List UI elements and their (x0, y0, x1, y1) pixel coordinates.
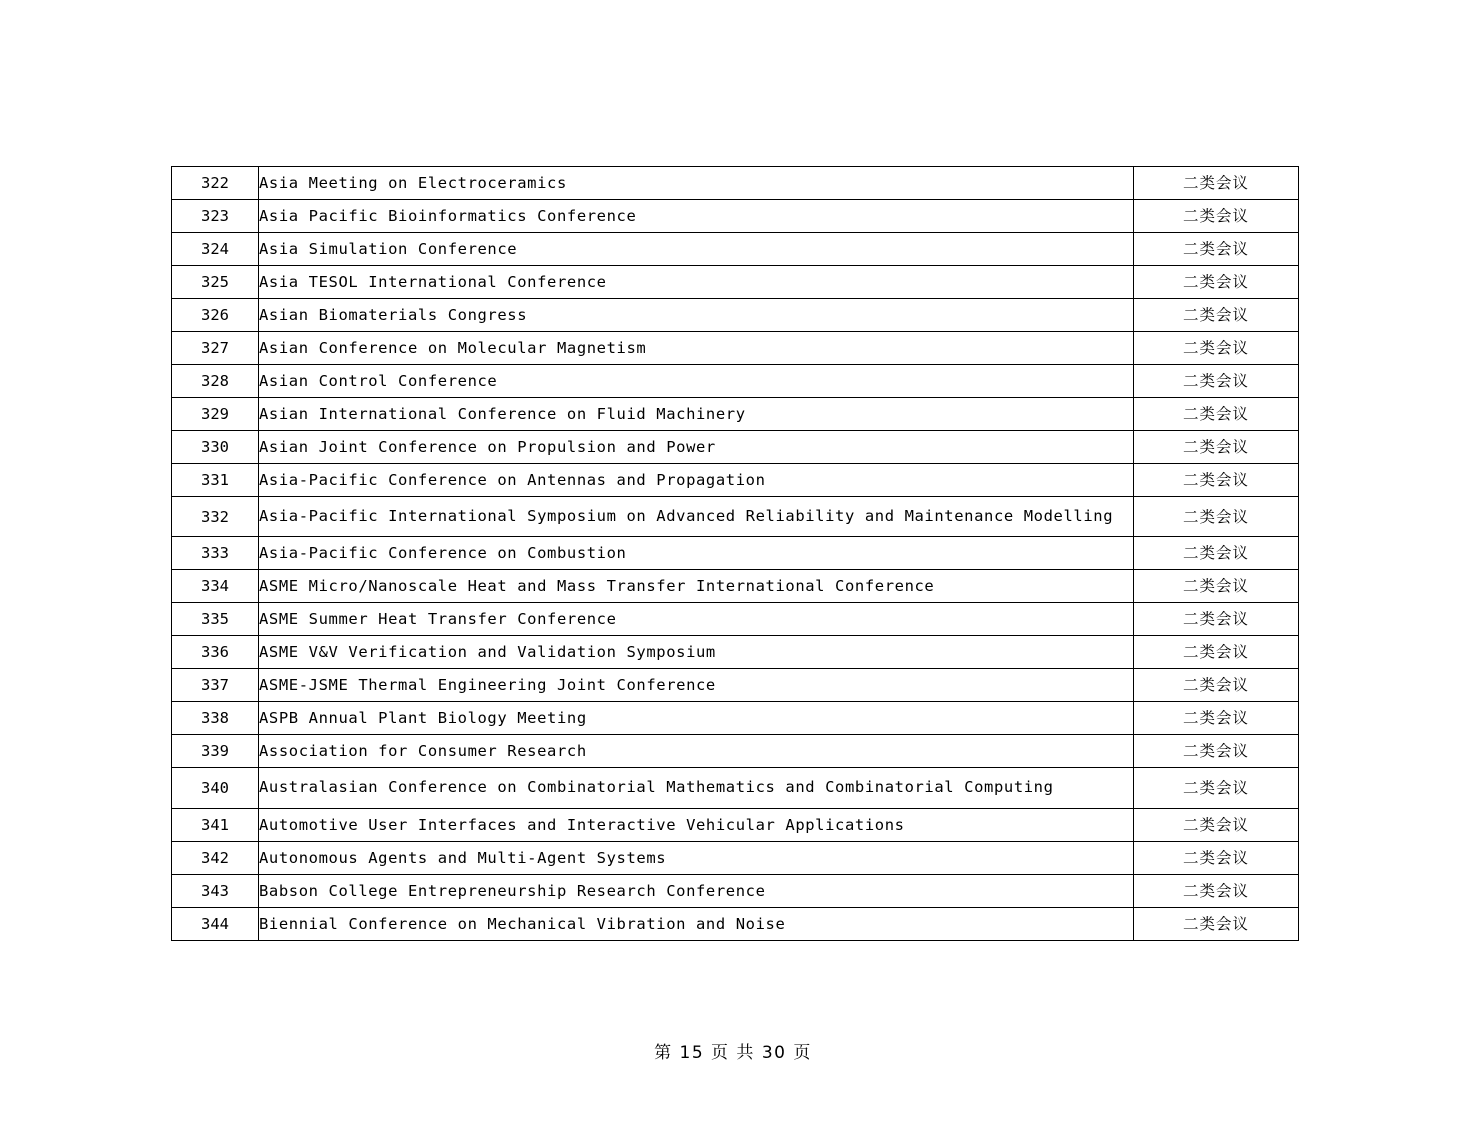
conference-name-cell: Asia Simulation Conference (259, 233, 1134, 266)
conference-name-cell: Automotive User Interfaces and Interactive Vehicular Applications (259, 808, 1134, 841)
row-number-cell: 342 (172, 841, 259, 874)
table-row (172, 299, 1299, 332)
row-number-cell: 329 (172, 398, 259, 431)
conference-name-cell: Asian Joint Conference on Propulsion and Power (259, 431, 1134, 464)
table-row (172, 874, 1299, 907)
row-number-cell: 344 (172, 907, 259, 940)
row-number-cell: 323 (172, 200, 259, 233)
conference-type-cell: 二类会议 (1134, 735, 1299, 768)
conference-name-cell: ASME-JSME Thermal Engineering Joint Conference (259, 669, 1134, 702)
page-footer: 第 15 页 共 30 页 (654, 1043, 812, 1063)
conference-type-cell: 二类会议 (1134, 768, 1299, 808)
row-number-cell: 335 (172, 603, 259, 636)
conference-name-cell: Asia Pacific Bioinformatics Conference (259, 200, 1134, 233)
conference-type-cell: 二类会议 (1134, 874, 1299, 907)
conference-table-body (172, 167, 1299, 941)
table-row (172, 167, 1299, 200)
conference-type-cell: 二类会议 (1134, 233, 1299, 266)
conference-name-cell: Asia TESOL International Conference (259, 266, 1134, 299)
table-row (172, 365, 1299, 398)
row-number-cell: 327 (172, 332, 259, 365)
conference-type-cell: 二类会议 (1134, 702, 1299, 735)
conference-name-cell: Asia Meeting on Electroceramics (259, 167, 1134, 200)
row-number-cell: 336 (172, 636, 259, 669)
conference-name-cell: Asia-Pacific Conference on Combustion (259, 537, 1134, 570)
row-number-cell: 326 (172, 299, 259, 332)
conference-name-cell: ASME Micro/Nanoscale Heat and Mass Transfer International Conference (259, 570, 1134, 603)
row-number-cell: 338 (172, 702, 259, 735)
conference-type-cell: 二类会议 (1134, 365, 1299, 398)
conference-type-cell: 二类会议 (1134, 398, 1299, 431)
table-row (172, 636, 1299, 669)
row-number-cell: 328 (172, 365, 259, 398)
row-number-cell: 341 (172, 808, 259, 841)
row-number-cell: 339 (172, 735, 259, 768)
table-row (172, 907, 1299, 940)
table-row (172, 603, 1299, 636)
row-number-cell: 334 (172, 570, 259, 603)
conference-name-cell: Association for Consumer Research (259, 735, 1134, 768)
table-row (172, 808, 1299, 841)
row-number-cell: 343 (172, 874, 259, 907)
table-row (172, 431, 1299, 464)
table-row (172, 332, 1299, 365)
conference-name-cell: ASME Summer Heat Transfer Conference (259, 603, 1134, 636)
table-row (172, 200, 1299, 233)
conference-type-cell: 二类会议 (1134, 537, 1299, 570)
conference-type-cell: 二类会议 (1134, 669, 1299, 702)
table-row (172, 497, 1299, 537)
conference-name-cell: Babson College Entrepreneurship Research Conference (259, 874, 1134, 907)
conference-name-cell: Asian Control Conference (259, 365, 1134, 398)
conference-type-cell: 二类会议 (1134, 570, 1299, 603)
table-row (172, 735, 1299, 768)
table-row (172, 570, 1299, 603)
conference-name-cell: Australasian Conference on Combinatorial Mathematics and Combinatorial Computing (259, 768, 1134, 808)
table-row (172, 266, 1299, 299)
row-number-cell: 324 (172, 233, 259, 266)
table-row (172, 537, 1299, 570)
conference-name-cell: Asian International Conference on Fluid Machinery (259, 398, 1134, 431)
table-row (172, 398, 1299, 431)
conference-type-cell: 二类会议 (1134, 907, 1299, 940)
conference-name-cell: Biennial Conference on Mechanical Vibration and Noise (259, 907, 1134, 940)
conference-type-cell: 二类会议 (1134, 332, 1299, 365)
conference-table-container (171, 166, 1297, 941)
table-row (172, 702, 1299, 735)
conference-name-cell: Asia-Pacific International Symposium on Advanced Reliability and Maintenance Modelling (259, 497, 1134, 537)
table-row (172, 464, 1299, 497)
row-number-cell: 332 (172, 497, 259, 537)
conference-type-cell: 二类会议 (1134, 200, 1299, 233)
table-row (172, 768, 1299, 808)
conference-name-cell: Asia-Pacific Conference on Antennas and Propagation (259, 464, 1134, 497)
conference-type-cell: 二类会议 (1134, 808, 1299, 841)
row-number-cell: 325 (172, 266, 259, 299)
conference-table (171, 166, 1299, 941)
table-row (172, 233, 1299, 266)
table-row (172, 841, 1299, 874)
conference-name-cell: ASME V&V Verification and Validation Symposium (259, 636, 1134, 669)
conference-name-cell: Autonomous Agents and Multi-Agent Systems (259, 841, 1134, 874)
row-number-cell: 340 (172, 768, 259, 808)
conference-type-cell: 二类会议 (1134, 603, 1299, 636)
conference-type-cell: 二类会议 (1134, 841, 1299, 874)
row-number-cell: 330 (172, 431, 259, 464)
row-number-cell: 331 (172, 464, 259, 497)
conference-name-cell: ASPB Annual Plant Biology Meeting (259, 702, 1134, 735)
conference-type-cell: 二类会议 (1134, 636, 1299, 669)
conference-type-cell: 二类会议 (1134, 167, 1299, 200)
row-number-cell: 322 (172, 167, 259, 200)
conference-type-cell: 二类会议 (1134, 299, 1299, 332)
table-row (172, 669, 1299, 702)
conference-type-cell: 二类会议 (1134, 464, 1299, 497)
conference-type-cell: 二类会议 (1134, 266, 1299, 299)
row-number-cell: 337 (172, 669, 259, 702)
conference-name-cell: Asian Conference on Molecular Magnetism (259, 332, 1134, 365)
conference-name-cell: Asian Biomaterials Congress (259, 299, 1134, 332)
conference-type-cell: 二类会议 (1134, 497, 1299, 537)
row-number-cell: 333 (172, 537, 259, 570)
conference-type-cell: 二类会议 (1134, 431, 1299, 464)
